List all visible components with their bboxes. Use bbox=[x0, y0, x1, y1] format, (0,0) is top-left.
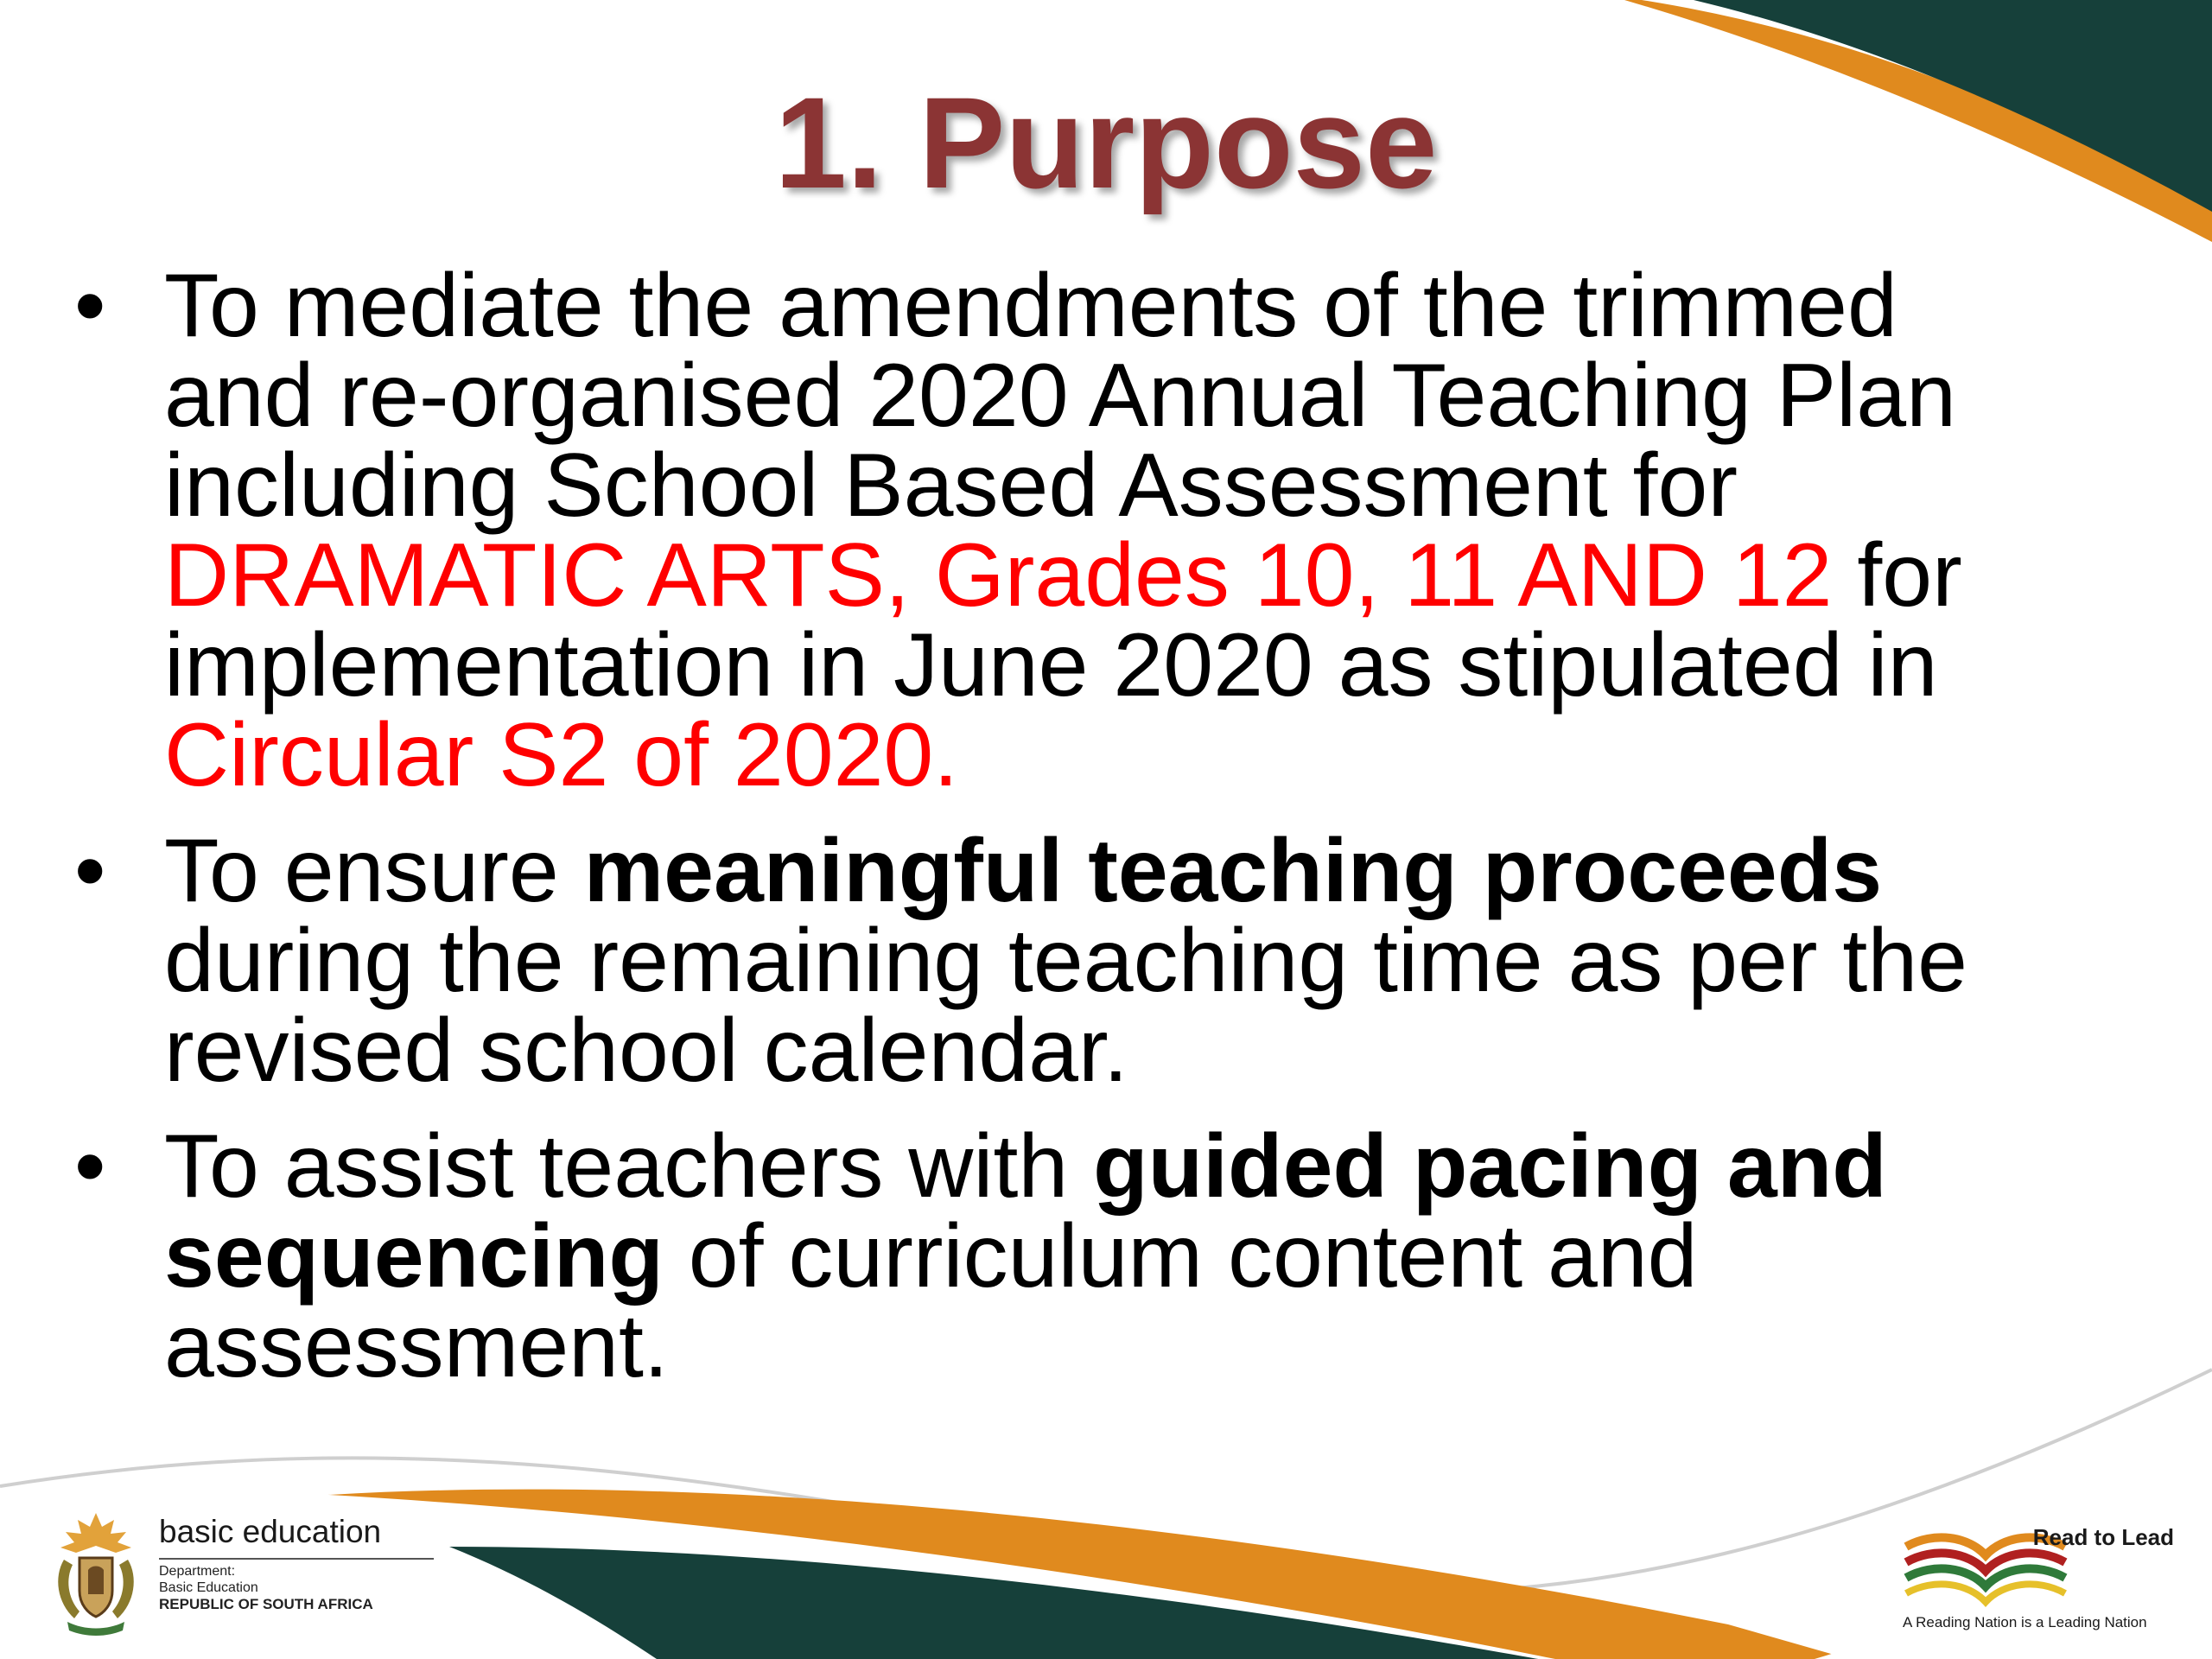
coat-of-arms-icon bbox=[45, 1508, 147, 1637]
bullet-line bbox=[164, 256, 2148, 356]
text-run: during the remaining teaching time as per the bbox=[164, 911, 1968, 1011]
bullet-line bbox=[164, 435, 2148, 536]
bold-text: guided pacing and bbox=[1093, 1116, 1887, 1217]
text-run: To mediate the amendments of the trimmed bbox=[164, 256, 1897, 356]
bullet-item bbox=[74, 256, 2148, 805]
bullet-line bbox=[164, 525, 2148, 626]
text-run: of curriculum content and bbox=[663, 1206, 1698, 1306]
bullet-line bbox=[164, 1001, 2148, 1101]
bullet-line bbox=[164, 1206, 2148, 1306]
read-to-lead-tagline: A Reading Nation is a Leading Nation bbox=[1903, 1614, 2147, 1630]
bullet-line bbox=[164, 821, 2148, 921]
bullet-line bbox=[164, 1116, 2148, 1217]
department-logo bbox=[45, 1508, 408, 1637]
bullet-dot: • bbox=[74, 1116, 106, 1217]
bullet-item bbox=[74, 821, 2148, 1101]
bullet-dot: • bbox=[74, 256, 106, 356]
text-run: implementation in June 2020 as stipulated in bbox=[164, 615, 1938, 715]
bullet-line bbox=[164, 911, 2148, 1011]
bullet-line bbox=[164, 1296, 2148, 1396]
text-run: and re-organised 2020 Annual Teaching Plan bbox=[164, 346, 1956, 446]
bullet-list bbox=[74, 256, 2148, 1417]
department-name: Basic Education bbox=[159, 1580, 258, 1595]
highlighted-text: Circular S2 of 2020. bbox=[164, 705, 959, 805]
text-run: To assist teachers with bbox=[164, 1116, 1094, 1217]
brand-name: basic education bbox=[159, 1514, 382, 1549]
department-label: Department: bbox=[159, 1564, 236, 1579]
read-to-lead-title: Read to Lead bbox=[2032, 1524, 2174, 1550]
read-to-lead-logo bbox=[1891, 1514, 2184, 1643]
text-run: revised school calendar. bbox=[164, 1001, 1128, 1101]
country-name: REPUBLIC OF SOUTH AFRICA bbox=[159, 1596, 373, 1612]
bullet-dot: • bbox=[74, 821, 106, 921]
bullet-line bbox=[164, 346, 2148, 446]
brand-divider bbox=[159, 1558, 434, 1560]
bullet-item bbox=[74, 1116, 2148, 1396]
text-run: assessment. bbox=[164, 1296, 669, 1396]
text-run: To ensure bbox=[164, 821, 584, 921]
highlighted-text: DRAMATIC ARTS, Grades 10, 11 AND 12 bbox=[164, 525, 1833, 626]
bold-text: meaningful teaching proceeds bbox=[583, 821, 1883, 921]
bullet-line bbox=[164, 615, 2148, 715]
slide-title: 1. Purpose bbox=[774, 70, 1438, 215]
text-run: for bbox=[1832, 525, 1962, 626]
bold-text: sequencing bbox=[164, 1206, 664, 1306]
text-run: including School Based Assessment for bbox=[164, 435, 1738, 536]
bullet-line bbox=[164, 705, 2148, 805]
